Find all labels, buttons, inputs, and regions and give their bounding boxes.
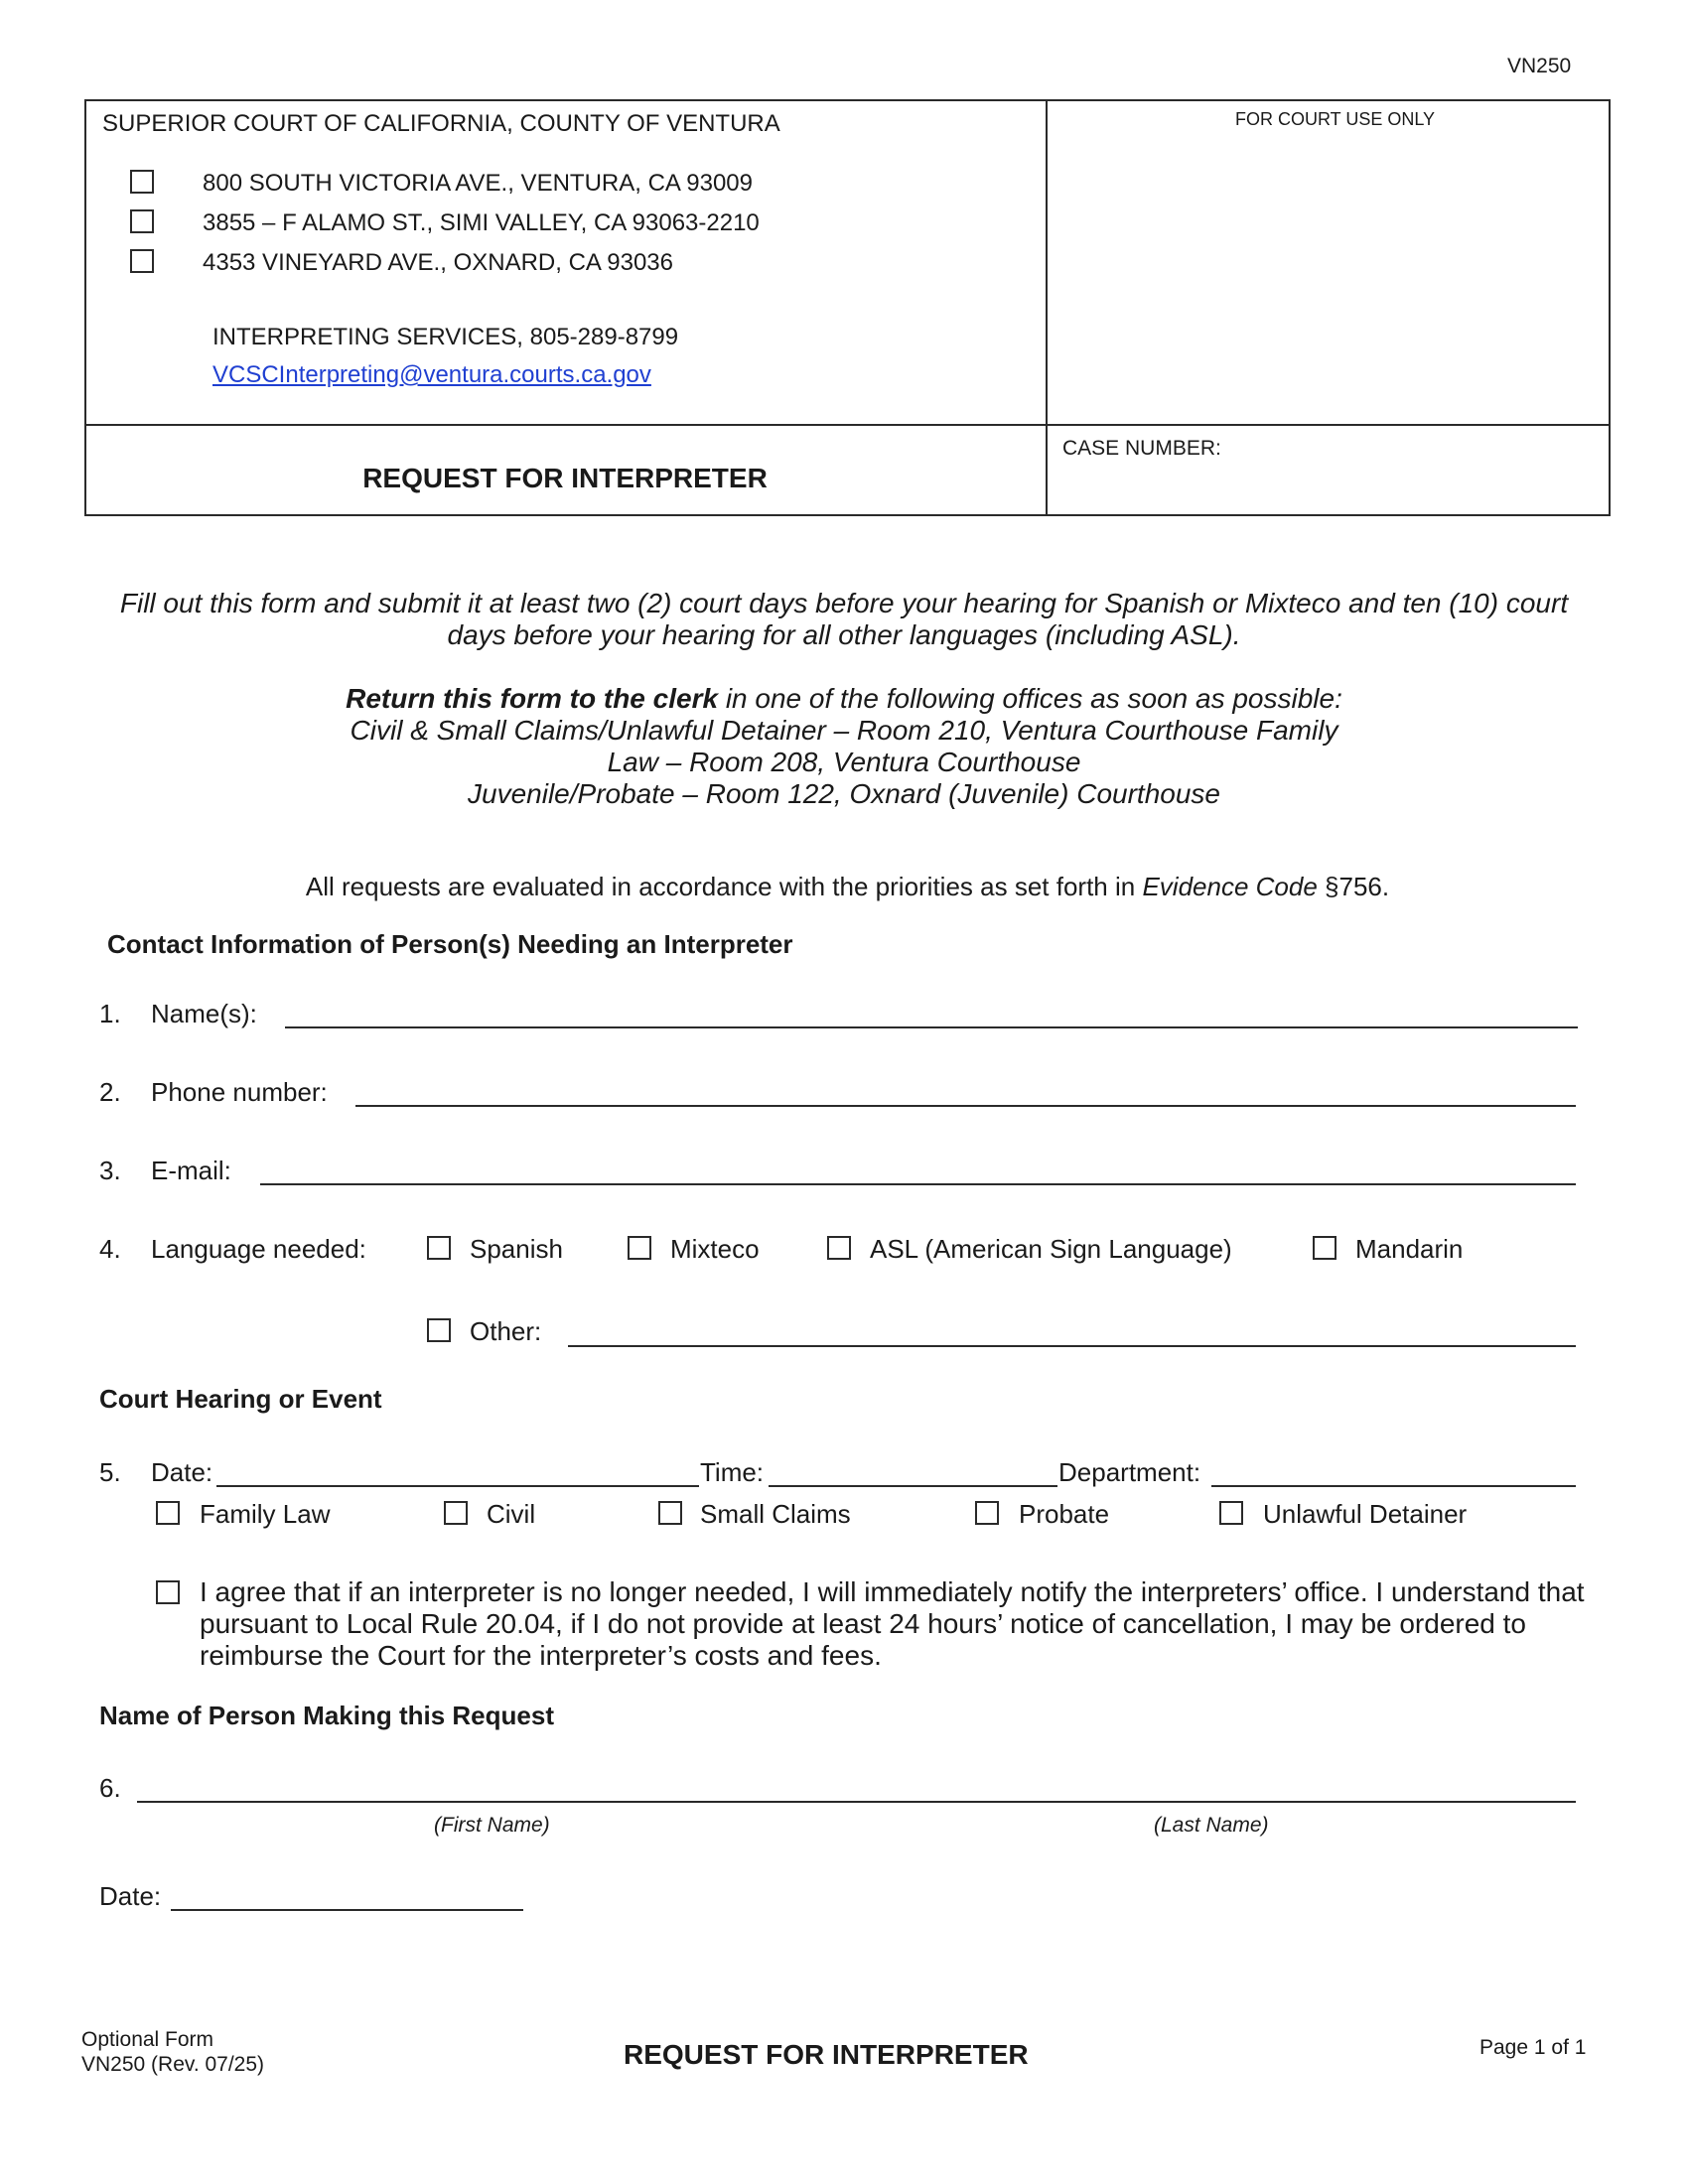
field-number-6: 6.: [99, 1773, 121, 1803]
case-type-small-claims-label: Small Claims: [700, 1499, 851, 1529]
hearing-date-input-line[interactable]: [216, 1485, 699, 1487]
hearing-date-label: Date:: [151, 1457, 213, 1487]
court-use-only-label: FOR COURT USE ONLY: [1235, 109, 1436, 129]
language-mixteco-label: Mixteco: [670, 1234, 760, 1264]
request-date-input-line[interactable]: [171, 1909, 523, 1911]
case-type-unlawful-detainer-label: Unlawful Detainer: [1263, 1499, 1468, 1529]
address-simi-valley: 3855 – F ALAMO ST., SIMI VALLEY, CA 93063-2210: [203, 209, 760, 236]
language-label: Language needed:: [151, 1234, 366, 1264]
case-type-checkbox-family-law[interactable]: [156, 1501, 180, 1525]
evaluation-pre: All requests are evaluated in accordance with the priorities as set forth in: [305, 872, 1143, 901]
court-name: SUPERIOR COURT OF CALIFORNIA, COUNTY OF VENTURA: [102, 110, 780, 137]
form-code-top: VN250: [1507, 55, 1572, 77]
instructions-line2: days before your hearing for all other languages (including ASL).: [447, 619, 1241, 650]
first-name-caption: (First Name): [434, 1814, 550, 1837]
address-oxnard: 4353 VINEYARD AVE., OXNARD, CA 93036: [203, 249, 673, 276]
language-other-label: Other:: [470, 1316, 542, 1346]
address-checkbox-simi-valley[interactable]: [130, 209, 154, 233]
section-contact-heading: Contact Information of Person(s) Needing an Interpreter: [107, 929, 793, 959]
case-type-checkbox-civil[interactable]: [444, 1501, 468, 1525]
email-label: E-mail:: [151, 1156, 231, 1185]
office-line1: Civil & Small Claims/Unlawful Detainer – Room 210, Ventura Courthouse Family: [350, 715, 1338, 746]
address-ventura: 800 SOUTH VICTORIA AVE., VENTURA, CA 93009: [203, 170, 753, 197]
language-asl-label: ASL (American Sign Language): [870, 1234, 1232, 1264]
return-rest: in one of the following offices as soon as possible:: [718, 683, 1342, 714]
language-checkbox-asl[interactable]: [827, 1236, 851, 1260]
agreement-checkbox[interactable]: [156, 1580, 180, 1604]
section-hearing-heading: Court Hearing or Event: [99, 1384, 382, 1414]
interpreting-services: INTERPRETING SERVICES, 805-289-8799: [212, 324, 679, 350]
instructions-line1: Fill out this form and submit it at least two (2) court days before your hearing for Spanish or Mixteco and ten (10) court: [119, 588, 1569, 618]
case-number-field[interactable]: [1053, 469, 1599, 508]
header-vertical-divider: [1046, 99, 1048, 516]
email-input-line[interactable]: [260, 1183, 1576, 1185]
agreement-text: I agree that if an interpreter is no longer needed, I will immediately notify the interpreters’ office. I understand that pursuant to Local Rule 20.04, if I do not provide at least 24 hours’ notice of cancellation, I may be ordered to reimburse the Court for the interpreter’s costs and fees.: [200, 1576, 1585, 1671]
footer-page-number: Page 1 of 1: [1479, 2036, 1587, 2059]
case-type-checkbox-small-claims[interactable]: [658, 1501, 682, 1525]
hearing-time-label: Time:: [700, 1457, 765, 1487]
case-number-label: CASE NUMBER:: [1062, 437, 1221, 460]
return-bold: Return this form to the clerk: [346, 683, 719, 714]
case-type-family-law-label: Family Law: [200, 1499, 331, 1529]
name-input-line[interactable]: [285, 1026, 1578, 1028]
evaluation-section: §756.: [1317, 872, 1390, 901]
field-number-1: 1.: [99, 999, 121, 1028]
phone-input-line[interactable]: [355, 1105, 1576, 1107]
footer-title: REQUEST FOR INTERPRETER: [624, 2039, 1029, 2070]
header-horizontal-divider: [84, 424, 1611, 426]
email-link[interactable]: VCSCInterpreting@ventura.courts.ca.gov: [212, 361, 651, 388]
phone-label: Phone number:: [151, 1077, 328, 1107]
language-checkbox-mixteco[interactable]: [628, 1236, 651, 1260]
return-instructions: [119, 683, 1569, 715]
office-line2: Law – Room 208, Ventura Courthouse: [607, 747, 1081, 777]
field-number-2: 2.: [99, 1077, 121, 1107]
footer-optional-form: Optional Form: [81, 2028, 214, 2051]
language-checkbox-mandarin[interactable]: [1313, 1236, 1336, 1260]
department-input-line[interactable]: [1211, 1485, 1576, 1487]
last-name-caption: (Last Name): [1154, 1814, 1269, 1837]
address-checkbox-oxnard[interactable]: [130, 249, 154, 273]
language-spanish-label: Spanish: [470, 1234, 563, 1264]
other-language-input-line[interactable]: [568, 1345, 1576, 1347]
office-line3: Juvenile/Probate – Room 122, Oxnard (Juvenile) Courthouse: [468, 778, 1220, 809]
section-requester-heading: Name of Person Making this Request: [99, 1701, 554, 1730]
evaluation-note: [84, 874, 1611, 899]
request-date-label: Date:: [99, 1881, 162, 1911]
case-type-checkbox-unlawful-detainer[interactable]: [1219, 1501, 1243, 1525]
name-label: Name(s):: [151, 999, 257, 1028]
case-type-checkbox-probate[interactable]: [975, 1501, 999, 1525]
department-label: Department:: [1058, 1457, 1201, 1487]
language-checkbox-other[interactable]: [427, 1318, 451, 1342]
footer-revision: VN250 (Rev. 07/25): [81, 2053, 265, 2076]
hearing-time-input-line[interactable]: [769, 1485, 1057, 1487]
field-number-5: 5.: [99, 1457, 121, 1487]
field-number-4: 4.: [99, 1234, 121, 1264]
evaluation-code: Evidence Code: [1142, 872, 1318, 901]
requester-name-input-line[interactable]: [137, 1801, 1576, 1803]
language-checkbox-spanish[interactable]: [427, 1236, 451, 1260]
header-box: [84, 99, 1611, 516]
field-number-3: 3.: [99, 1156, 121, 1185]
form-title: REQUEST FOR INTERPRETER: [362, 463, 768, 493]
address-checkbox-ventura[interactable]: [130, 170, 154, 194]
case-type-civil-label: Civil: [487, 1499, 536, 1529]
language-mandarin-label: Mandarin: [1355, 1234, 1464, 1264]
case-type-probate-label: Probate: [1019, 1499, 1110, 1529]
